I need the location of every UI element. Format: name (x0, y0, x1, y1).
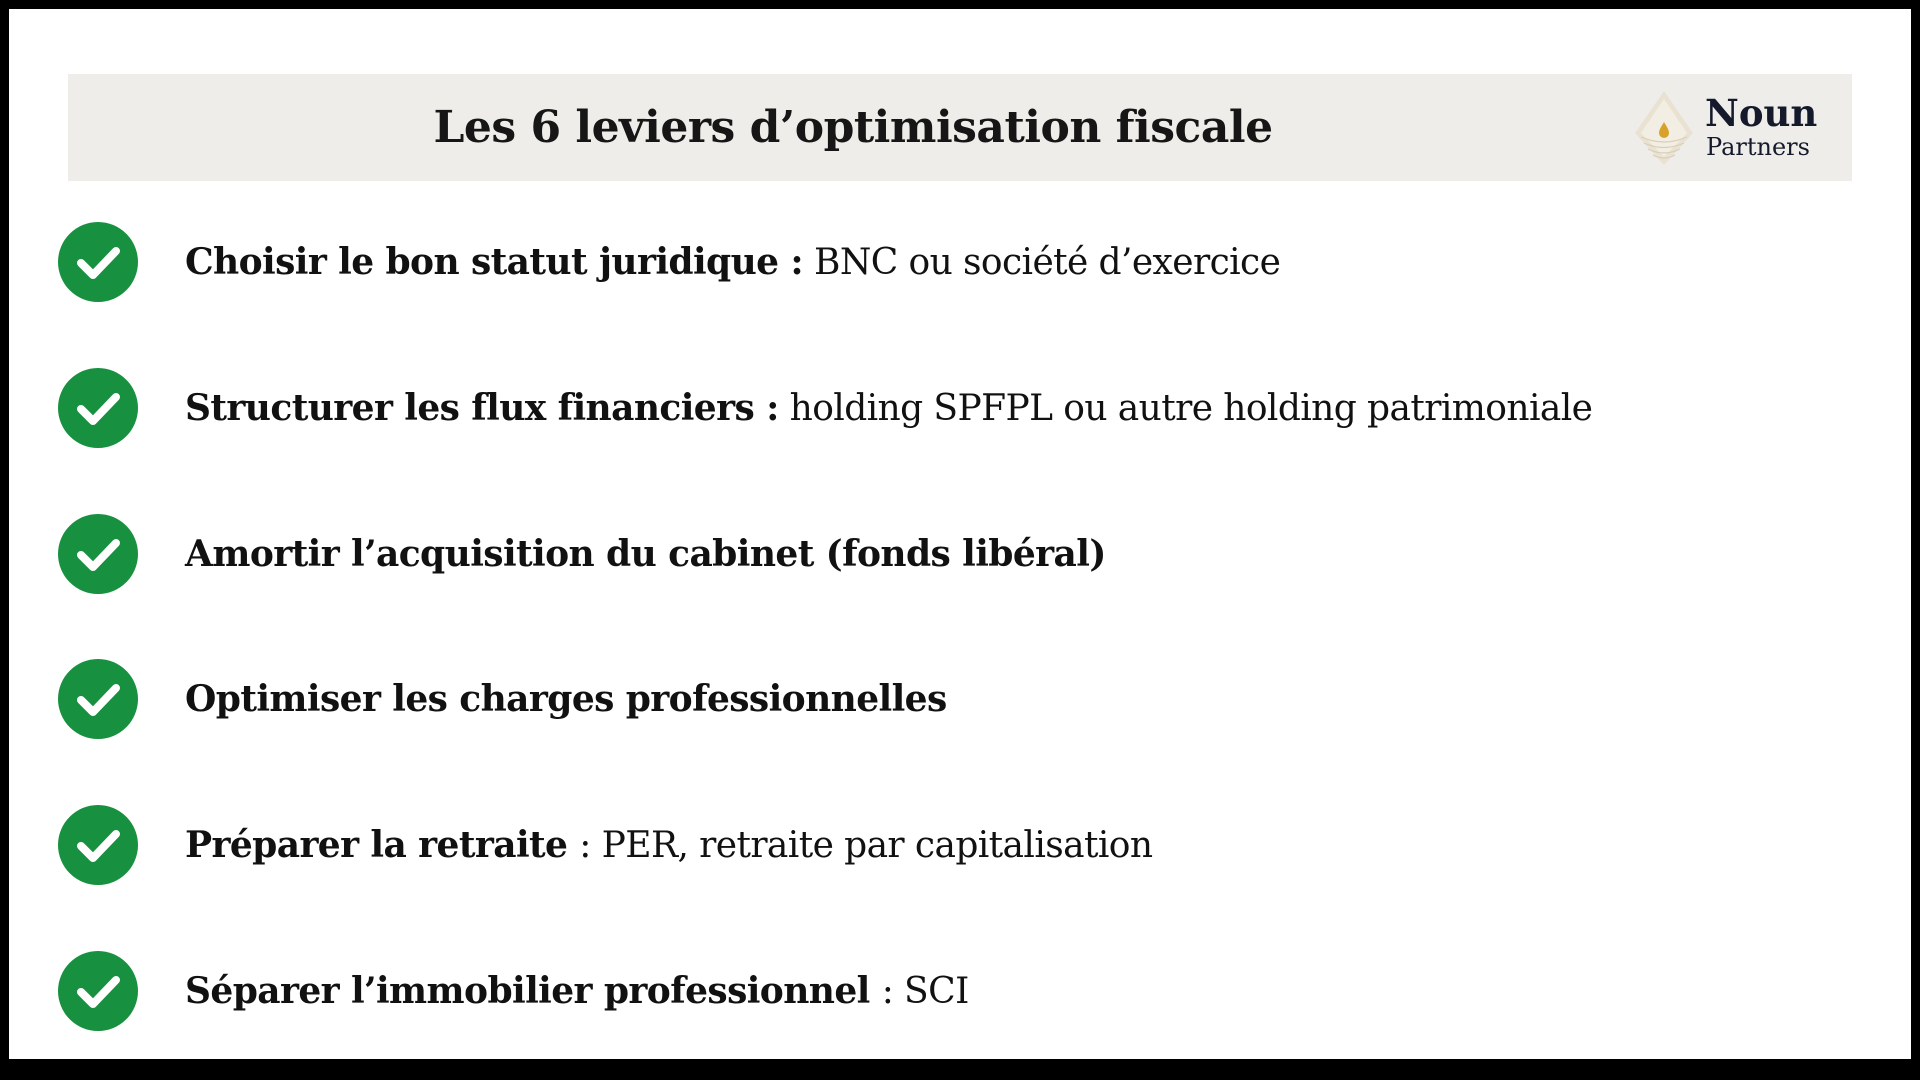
list-item-text (185, 514, 1106, 594)
list-item (58, 514, 1858, 594)
list-item-text (185, 222, 1280, 302)
check-circle-icon (58, 659, 138, 739)
list-item-detail: BNC ou société d’exercice (803, 242, 1281, 283)
check-circle-icon (58, 222, 138, 302)
list-item (58, 951, 1858, 1031)
list-item-detail: holding SPFPL ou autre holding patrimoniale (778, 388, 1593, 429)
levers-list (9, 9, 1911, 1059)
page-title: Les 6 leviers d’optimisation fiscale (433, 102, 1273, 153)
check-circle-icon (58, 805, 138, 885)
list-item-label: Optimiser les charges professionnelles (185, 678, 947, 720)
list-item (58, 659, 1858, 739)
logo-word-noun: Noun (1705, 91, 1818, 135)
list-item (58, 222, 1858, 302)
list-item-detail: : PER, retraite par capitalisation (579, 825, 1153, 866)
list-item-text (185, 805, 1152, 885)
list-item (58, 368, 1858, 448)
list-item (58, 805, 1858, 885)
list-item-label: Choisir le bon statut juridique : (185, 241, 804, 283)
list-item-text (185, 659, 947, 739)
check-circle-icon (58, 368, 138, 448)
check-circle-icon (58, 951, 138, 1031)
check-circle-icon (58, 514, 138, 594)
list-item-label: Séparer l’immobilier professionnel (185, 970, 882, 1012)
slide (9, 9, 1911, 1059)
logo-word-partners: Partners (1706, 133, 1810, 161)
list-item-text (185, 368, 1592, 448)
list-item-detail: : SCI (881, 971, 969, 1012)
list-item-label: Structurer les flux financiers : (185, 387, 779, 429)
list-item-label: Amortir l’acquisition du cabinet (fonds libéral) (185, 533, 1106, 575)
list-item-label: Préparer la retraite (185, 824, 580, 866)
list-item-text (185, 951, 969, 1031)
